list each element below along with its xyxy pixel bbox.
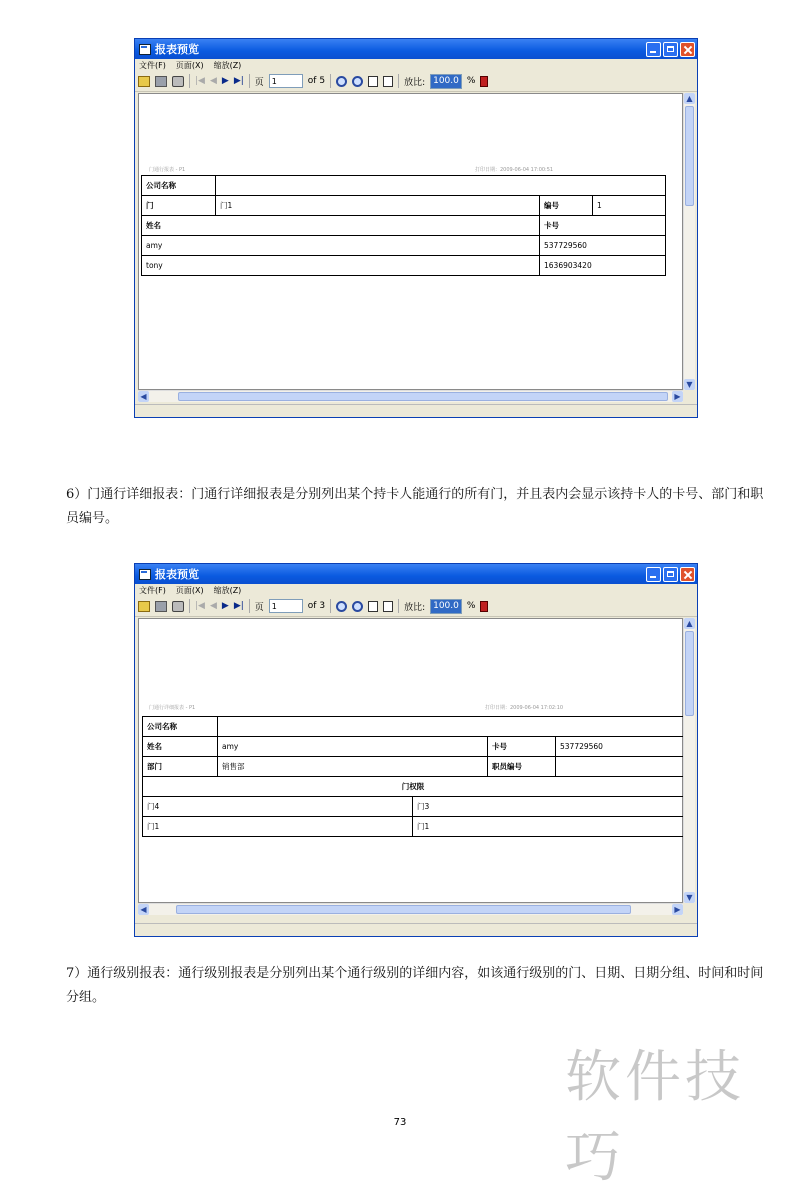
paragraph-7: 7）通行级别报表：通行级别报表是分别列出某个通行级别的详细内容，如该通行级别的门、日期、日期分组、时间和时间分组。 [66, 966, 764, 1005]
scroll-up-arrow[interactable]: ▲ [684, 93, 695, 104]
company-label: 公司名称 [142, 176, 216, 196]
zoom-out-icon[interactable] [352, 76, 363, 87]
permission-cell: 门3 [413, 797, 684, 817]
table-row [143, 757, 684, 777]
menu-bar [135, 59, 697, 71]
separator [330, 74, 331, 88]
title-bar[interactable] [135, 564, 697, 584]
report-header-right: 打印日期：2009-06-04 17:02:10 [485, 705, 564, 711]
door-permission-header: 门权限 [143, 777, 684, 797]
fit-page-icon[interactable] [368, 76, 378, 87]
company-value [216, 176, 666, 196]
page-label: 页 [254, 77, 264, 88]
table-row [142, 176, 666, 196]
close-button[interactable] [680, 567, 695, 582]
name-value: amy [218, 737, 488, 757]
company-label: 公司名称 [143, 717, 218, 737]
report-table [142, 716, 684, 837]
permission-cell: 门4 [143, 797, 413, 817]
page-width-icon[interactable] [383, 601, 393, 612]
scroll-right-arrow[interactable]: ▶ [672, 904, 683, 915]
report-preview-window-2 [134, 563, 698, 937]
staff-number-value [556, 757, 684, 777]
window-title: 报表预览 [155, 43, 199, 56]
door-label: 门 [142, 196, 216, 216]
zoom-out-icon[interactable] [352, 601, 363, 612]
status-bar [135, 923, 697, 936]
maximize-button[interactable] [663, 567, 678, 582]
close-button[interactable] [680, 42, 695, 57]
table-row [143, 797, 684, 817]
menu-page[interactable]: 页面(X) [175, 585, 204, 595]
separator [189, 74, 190, 88]
scroll-down-arrow[interactable]: ▼ [684, 892, 695, 903]
toolbar [135, 596, 697, 617]
page-count: of 5 [307, 76, 326, 86]
number-value: 1 [593, 196, 666, 216]
previous-page-icon[interactable]: ◀ [209, 76, 217, 86]
vertical-scrollbar[interactable] [683, 618, 695, 903]
first-page-icon[interactable]: |◀ [195, 601, 205, 611]
scroll-thumb[interactable] [685, 106, 694, 206]
scroll-left-arrow[interactable]: ◀ [138, 391, 149, 402]
last-page-icon[interactable]: ▶| [233, 601, 244, 611]
zoom-label: 放比: [404, 602, 426, 613]
next-page-icon[interactable]: ▶ [221, 76, 229, 86]
zoom-input[interactable]: 100.0 [430, 74, 462, 89]
zoom-label: 放比: [404, 77, 426, 88]
separator [249, 74, 250, 88]
table-header-row [142, 216, 666, 236]
open-icon[interactable] [138, 76, 150, 87]
table-row [142, 236, 666, 256]
page-count: of 3 [307, 601, 326, 611]
save-icon[interactable] [155, 601, 167, 612]
save-icon[interactable] [155, 76, 167, 87]
dept-value: 销售部 [218, 757, 488, 777]
open-icon[interactable] [138, 601, 150, 612]
app-icon [139, 569, 151, 580]
horizontal-scrollbar[interactable] [138, 390, 683, 402]
table-row [143, 717, 684, 737]
separator [398, 74, 399, 88]
scroll-thumb[interactable] [685, 631, 694, 716]
number-label: 编号 [540, 196, 593, 216]
horizontal-scrollbar[interactable] [138, 903, 683, 915]
cell-card: 1636903420 [540, 256, 666, 276]
menu-file[interactable]: 文件(F) [139, 585, 166, 595]
column-header-card: 卡号 [540, 216, 666, 236]
maximize-button[interactable] [663, 42, 678, 57]
zoom-unit: % [466, 601, 476, 611]
title-bar[interactable] [135, 39, 697, 59]
paragraph-6: 6）门通行详细报表：门通行详细报表是分别列出某个持卡人能通行的所有门，并且表内会显示该持卡人的卡号、部门和职员编号。 [66, 487, 764, 526]
window-title: 报表预览 [155, 568, 199, 581]
last-page-icon[interactable]: ▶| [233, 76, 244, 86]
next-page-icon[interactable]: ▶ [221, 601, 229, 611]
page-width-icon[interactable] [383, 76, 393, 87]
exit-icon[interactable] [480, 76, 488, 87]
first-page-icon[interactable]: |◀ [195, 76, 205, 86]
card-value: 537729560 [556, 737, 684, 757]
separator [330, 599, 331, 613]
watermark: 软件技巧 [565, 1045, 745, 1190]
staff-number-label: 职员编号 [488, 757, 556, 777]
table-row [143, 777, 684, 797]
cell-card: 537729560 [540, 236, 666, 256]
door-value: 门1 [216, 196, 540, 216]
company-value [218, 717, 684, 737]
report-canvas [138, 93, 683, 390]
permission-cell: 门1 [143, 817, 413, 837]
zoom-in-icon[interactable] [336, 601, 347, 612]
menu-file[interactable]: 文件(F) [139, 60, 166, 70]
zoom-in-icon[interactable] [336, 76, 347, 87]
table-row [143, 737, 684, 757]
zoom-input[interactable]: 100.0 [430, 599, 462, 614]
report-preview-window-1 [134, 38, 698, 418]
name-label: 姓名 [143, 737, 218, 757]
separator [189, 599, 190, 613]
toolbar [135, 71, 697, 92]
menu-bar [135, 584, 697, 596]
menu-page[interactable]: 页面(X) [175, 60, 204, 70]
print-icon[interactable] [172, 76, 184, 87]
app-icon [139, 44, 151, 55]
column-header-name: 姓名 [142, 216, 540, 236]
scroll-down-arrow[interactable]: ▼ [684, 379, 695, 390]
menu-zoom[interactable]: 缩放(Z) [213, 60, 242, 70]
report-header-left: 门通行详细报表 - P1 [149, 705, 196, 711]
fit-page-icon[interactable] [368, 601, 378, 612]
exit-icon[interactable] [480, 601, 488, 612]
scroll-up-arrow[interactable]: ▲ [684, 618, 695, 629]
cell-name: tony [142, 256, 540, 276]
report-canvas [138, 618, 683, 903]
scroll-thumb[interactable] [178, 392, 668, 401]
card-label: 卡号 [488, 737, 556, 757]
report-header-right: 打印日期：2009-06-04 17:00:51 [475, 167, 554, 173]
page-number-input[interactable]: 1 [269, 74, 303, 88]
menu-zoom[interactable]: 缩放(Z) [213, 585, 242, 595]
dept-label: 部门 [143, 757, 218, 777]
report-header-left: 门通行报表 - P1 [149, 167, 186, 173]
status-bar [135, 404, 697, 417]
previous-page-icon[interactable]: ◀ [209, 601, 217, 611]
page-number: 73 [393, 1117, 407, 1128]
report-table [141, 175, 666, 276]
page-number-input[interactable]: 1 [269, 599, 303, 613]
minimize-button[interactable] [646, 567, 661, 582]
minimize-button[interactable] [646, 42, 661, 57]
table-row [143, 817, 684, 837]
cell-name: amy [142, 236, 540, 256]
separator [398, 599, 399, 613]
scroll-right-arrow[interactable]: ▶ [672, 391, 683, 402]
table-row [142, 196, 666, 216]
scroll-left-arrow[interactable]: ◀ [138, 904, 149, 915]
page-label: 页 [254, 602, 264, 613]
scroll-thumb[interactable] [176, 905, 631, 914]
zoom-unit: % [466, 76, 476, 86]
separator [249, 599, 250, 613]
vertical-scrollbar[interactable] [683, 93, 695, 390]
table-row [142, 256, 666, 276]
print-icon[interactable] [172, 601, 184, 612]
permission-cell: 门1 [413, 817, 684, 837]
